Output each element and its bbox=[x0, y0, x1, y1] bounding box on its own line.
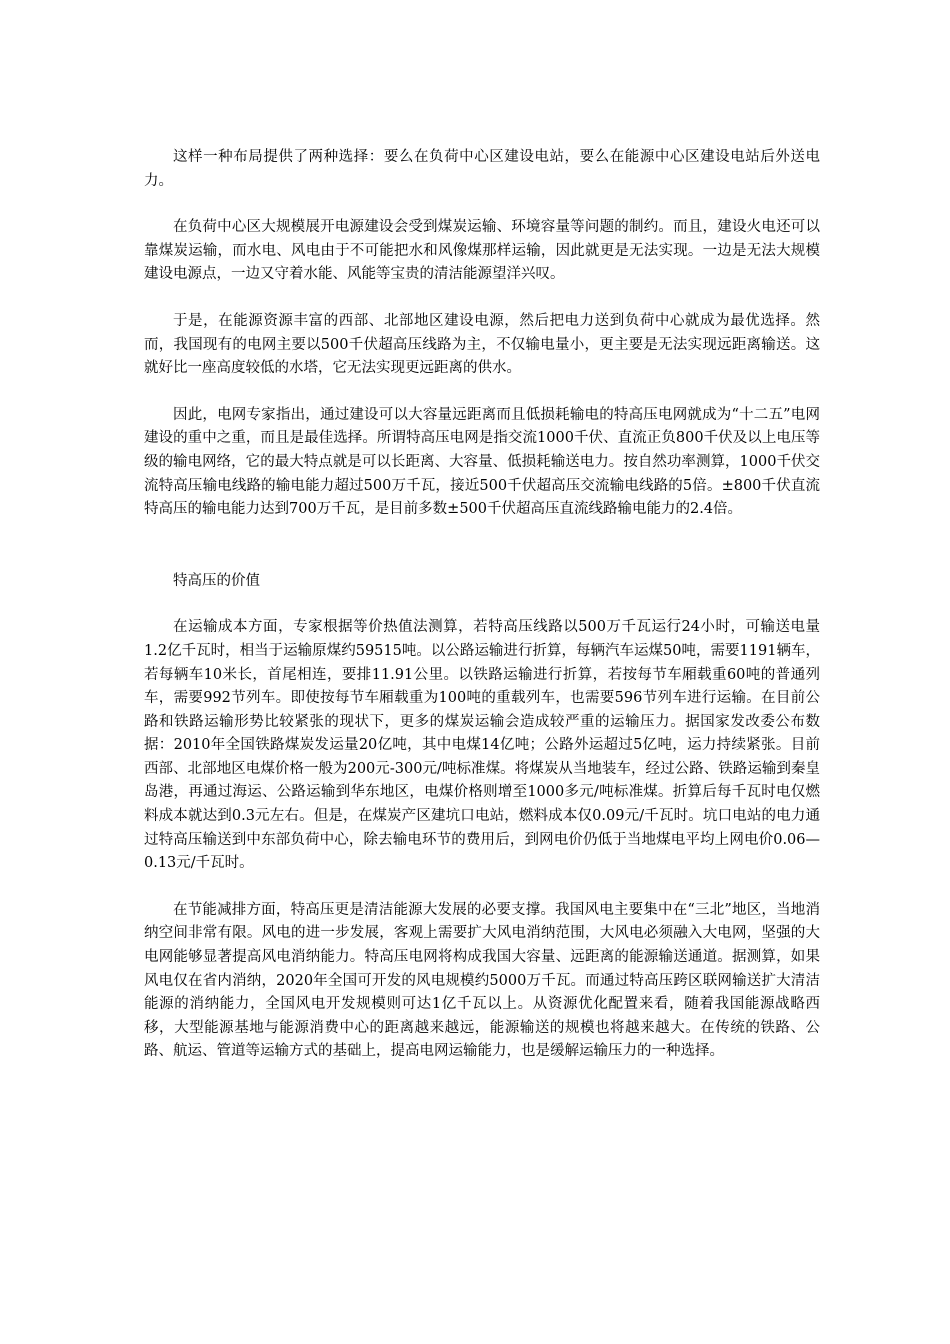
paragraph-gap bbox=[144, 193, 820, 216]
paragraph-gap bbox=[144, 593, 820, 616]
section-gap bbox=[144, 522, 820, 570]
paragraph-5: 在运输成本方面，专家根据等价热值法测算，若特高压线路以500万千瓦运行24小时，可输送电量1.2亿千瓦时，相当于运输原煤约59515吨。以公路运输进行折算，每辆汽车运煤50吨，需要1191辆车，若每辆车10米长，首尾相连，要排11.91公里。以铁路运输进行折算，若按每节车厢载重60吨的普通列车，需要992节列车。即使按每节车厢载重为100吨的重载列车，也需要596节列车进行运输。在目前公路和铁路运输形势比较紧张的现状下，更多的煤炭运输会造成较严重的运输压力。据国家发改委公布数据：2010年全国铁路煤炭发运量20亿吨，其中电煤14亿吨；公路外运超过5亿吨，运力持续紧张。目前西部、北部地区电煤价格一般为200元-300元/吨标准煤。将煤炭从当地装车，经过公路、铁路运输到秦皇岛港，再通过海运、公路运输到华东地区，电煤价格则增至1000多元/吨标准煤。折算后每千瓦时电仅燃料成本就达到0.3元左右。但是，在煤炭产区建坑口电站，燃料成本仅0.09元/千瓦时。坑口电站的电力通过特高压输送到中东部负荷中心，除去输电环节的费用后，到网电价仍低于当地煤电平均上网电价0.06—0.13元/千瓦时。 bbox=[144, 619, 820, 872]
document-body bbox=[144, 146, 820, 1064]
paragraph-4: 因此，电网专家指出，通过建设可以大容量远距离而且低损耗输电的特高压电网就成为“十二五”电网建设的重中之重，而且是最佳选择。所谓特高压电网是指交流1000千伏、直流正负800千伏及以上电压等级的输电网络，它的最大特点就是可以长距离、大容量、低损耗输送电力。按自然功率测算，1000千伏交流特高压输电线路的输电能力超过500万千瓦，接近500千伏超高压交流输电线路的5倍。±800千伏直流特高压的输电能力达到700万千瓦，是目前多数±500千伏超高压直流线路输电能力的2.4倍。 bbox=[144, 406, 820, 518]
paragraph-3: 于是，在能源资源丰富的西部、北部地区建设电源，然后把电力送到负荷中心就成为最优选择。然而，我国现有的电网主要以500千伏超高压线路为主，不仅输电量小，更主要是无法实现远距离输送。这就好比一座高度较低的水塔，它无法实现更远距离的供水。 bbox=[144, 312, 820, 377]
paragraph-gap bbox=[144, 381, 820, 404]
paragraph-2: 在负荷中心区大规模展开电源建设会受到煤炭运输、环境容量等问题的制约。而且，建设火电还可以靠煤炭运输，而水电、风电由于不可能把水和风像煤那样运输，因此就更是无法实现。一边是无法大规模建设电源点，一边又守着水能、风能等宝贵的清洁能源望洋兴叹。 bbox=[144, 219, 820, 283]
paragraph-6: 在节能减排方面，特高压更是清洁能源大发展的必要支撑。我国风电主要集中在“三北”地区，当地消纳空间非常有限。风电的进一步发展，客观上需要扩大风电消纳范围，大风电必须融入大电网，坚强的大电网能够显著提高风电消纳能力。特高压电网将构成我国大容量、远距离的能源输送通道。据测算，如果风电仅在省内消纳，2020年全国可开发的风电规模约5000万千瓦。而通过特高压跨区联网输送扩大清洁能源的消纳能力，全国风电开发规模则可达1亿千瓦以上。从资源优化配置来看，随着我国能源战略西移，大型能源基地与能源消费中心的距离越来越远，能源输送的规模也将越来越大。在传统的铁路、公路、航运、管道等运输方式的基础上，提高电网运输能力，也是缓解运输压力的一种选择。 bbox=[144, 901, 820, 1060]
paragraph-gap bbox=[144, 287, 820, 310]
paragraph-gap bbox=[144, 876, 820, 899]
section-heading: 特高压的价值 bbox=[173, 572, 260, 589]
paragraph-1: 这样一种布局提供了两种选择：要么在负荷中心区建设电站，要么在能源中心区建设电站后外送电力。 bbox=[144, 149, 820, 189]
